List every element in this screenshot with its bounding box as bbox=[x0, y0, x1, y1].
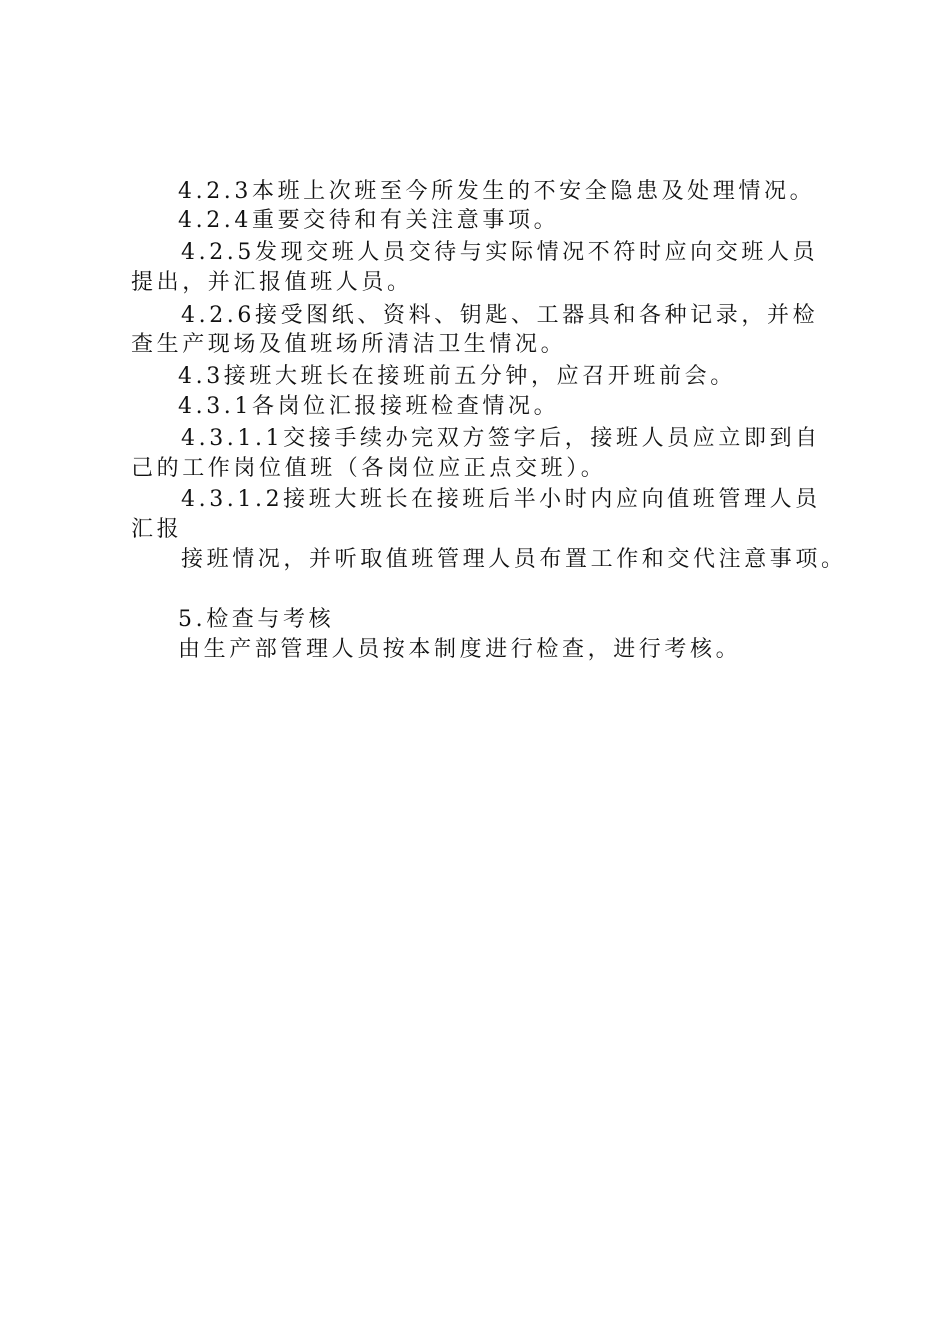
text-line-4-2-6: 4.2.6接受图纸、资料、钥匙、工器具和各种记录，并检 bbox=[181, 303, 819, 328]
text-line-4-3-1-1: 4.3.1.1交接手续办完双方签字后，接班人员应立即到自 bbox=[181, 426, 821, 451]
text-line-4-3-1-2-cont-2: 接班情况，并听取值班管理人员布置工作和交代注意事项。 bbox=[181, 547, 847, 572]
text-line-4-2-5-cont: 提出，并汇报值班人员。 bbox=[131, 270, 413, 295]
section-heading-5: 5.检查与考核 bbox=[178, 607, 335, 632]
text-line-4-3-1-1-cont: 己的工作岗位值班（各岗位应正点交班）。 bbox=[131, 456, 607, 481]
text-line-4-2-6-cont: 查生产现场及值班场所清洁卫生情况。 bbox=[131, 332, 567, 357]
text-line-4-2-3: 4.2.3本班上次班至今所发生的不安全隐患及处理情况。 bbox=[178, 179, 816, 204]
text-line-4-2-5: 4.2.5发现交班人员交待与实际情况不符时应向交班人员 bbox=[181, 240, 819, 265]
text-line-4-3-1-2-cont: 汇报 bbox=[131, 517, 183, 542]
text-line-4-2-4: 4.2.4重要交待和有关注意事项。 bbox=[178, 208, 560, 233]
text-line-4-3: 4.3接班大班长在接班前五分钟，应召开班前会。 bbox=[178, 364, 736, 389]
text-line-4-3-1-2: 4.3.1.2接班大班长在接班后半小时内应向值班管理人员 bbox=[181, 487, 821, 512]
text-line-4-3-1: 4.3.1各岗位汇报接班检查情况。 bbox=[178, 394, 560, 419]
text-line-5-body: 由生产部管理人员按本制度进行检查，进行考核。 bbox=[178, 637, 742, 662]
